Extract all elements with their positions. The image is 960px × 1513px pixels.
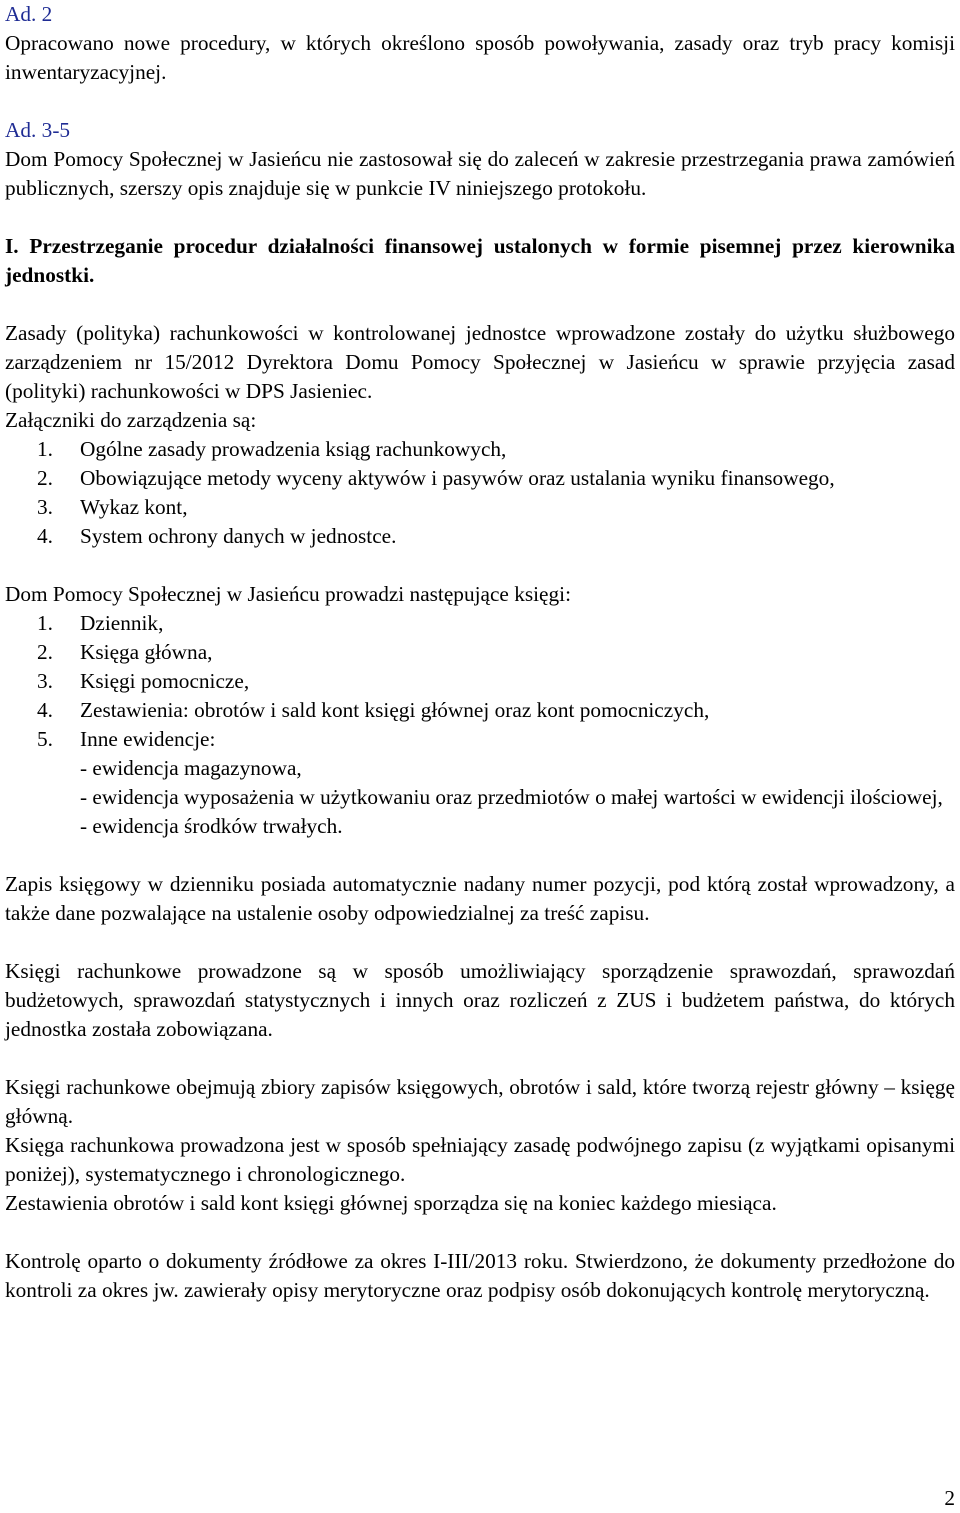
list-item — [5, 522, 955, 551]
list-number: 4. — [37, 524, 53, 548]
attachments-list — [5, 435, 955, 551]
list-item-text: Księga główna, — [80, 640, 213, 664]
list-number: 1. — [37, 611, 53, 635]
books-intro: Dom Pomocy Społecznej w Jasieńcu prowadzi następujące księgi: — [5, 582, 571, 606]
sub-item: - ewidencja środków trwałych. — [80, 814, 343, 838]
monthly-paragraph: Zestawienia obrotów i sald kont księgi głównej sporządza się na koniec każdego miesiąca. — [5, 1191, 777, 1215]
list-number: 3. — [37, 669, 53, 693]
control-paragraph: Kontrolę oparto o dokumenty źródłowe za okres I-III/2013 roku. Stwierdzono, że dokumenty przedłożone do kontroli za okres jw. zawierały opisy merytoryczne oraz podpisy osób dokonujących kontrolę merytoryczną. — [5, 1249, 955, 1302]
section-heading: I. Przestrzeganie procedur działalności finansowej ustalonych w formie pisemnej przez kierownika jednostki. — [5, 234, 955, 287]
ad2-label: Ad. 2 — [5, 2, 53, 26]
document-page — [5, 0, 955, 1305]
policy-text: Zasady (polityka) rachunkowości w kontrolowanej jednostce wprowadzone zostały do użytku służbowego zarządzeniem nr 15/2012 Dyrektora Domu Pomocy Społecznej w Jasieńcu w sprawie przyjęcia zasad (polityki) rachunkowości w DPS Jasieniec. — [5, 321, 955, 403]
list-item-text: Inne ewidencje: — [80, 727, 216, 751]
list-number: 4. — [37, 698, 53, 722]
list-item — [5, 609, 955, 638]
registry-paragraph: Księgi rachunkowe obejmują zbiory zapisów księgowych, obrotów i sald, które tworzą rejestr główny – księgę główną. — [5, 1075, 955, 1128]
ad2-text: Opracowano nowe procedury, w których określono sposób powoływania, zasady oraz tryb pracy komisji inwentaryzacyjnej. — [5, 31, 955, 84]
list-number: 1. — [37, 437, 53, 461]
list-item — [5, 638, 955, 667]
other-records-list — [80, 754, 955, 841]
reports-paragraph: Księgi rachunkowe prowadzone są w sposób umożliwiający sporządzenie sprawozdań, sprawozdań budżetowych, sprawozdań statystycznych i innych oraz rozliczeń z ZUS i budżetem państwa, do których jednostka została zobowiązana. — [5, 959, 955, 1041]
list-item-text: System ochrony danych w jednostce. — [80, 524, 397, 548]
list-number: 5. — [37, 727, 53, 751]
list-item-text: Ogólne zasady prowadzenia ksiąg rachunkowych, — [80, 437, 507, 461]
list-item — [5, 667, 955, 696]
list-item — [5, 435, 955, 464]
list-item — [5, 725, 955, 841]
list-item — [5, 493, 955, 522]
books-list — [5, 609, 955, 841]
list-number: 2. — [37, 640, 53, 664]
journal-paragraph: Zapis księgowy w dzienniku posiada automatycznie nadany numer pozycji, pod którą został wprowadzony, a także dane pozwalające na ustalenie osoby odpowiedzialnej za treść zapisu. — [5, 872, 955, 925]
list-item — [5, 464, 955, 493]
ad35-text: Dom Pomocy Społecznej w Jasieńcu nie zastosował się do zaleceń w zakresie przestrzegania prawa zamówień publicznych, szerszy opis znajduje się w punkcie IV niniejszego protokołu. — [5, 147, 955, 200]
page-number: 2 — [944, 1486, 955, 1510]
list-item-text: Obowiązujące metody wyceny aktywów i pasywów oraz ustalania wyniku finansowego, — [80, 466, 835, 490]
attachments-intro: Załączniki do zarządzenia są: — [5, 408, 257, 432]
list-item-text: Zestawienia: obrotów i sald kont księgi głównej oraz kont pomocniczych, — [80, 698, 710, 722]
list-item-text: Księgi pomocnicze, — [80, 669, 250, 693]
sub-item: - ewidencja magazynowa, — [80, 756, 302, 780]
list-number: 2. — [37, 466, 53, 490]
list-item-text: Wykaz kont, — [80, 495, 188, 519]
sub-item: - ewidencja wyposażenia w użytkowaniu oraz przedmiotów o małej wartości w ewidencji ilościowej, — [80, 785, 943, 809]
list-item — [5, 696, 955, 725]
list-number: 3. — [37, 495, 53, 519]
list-item-text: Dziennik, — [80, 611, 164, 635]
double-entry-paragraph: Księga rachunkowa prowadzona jest w sposób spełniający zasadę podwójnego zapisu (z wyjątkami opisanymi poniżej), systematycznego i chronologicznego. — [5, 1133, 955, 1186]
ad35-label: Ad. 3-5 — [5, 118, 71, 142]
